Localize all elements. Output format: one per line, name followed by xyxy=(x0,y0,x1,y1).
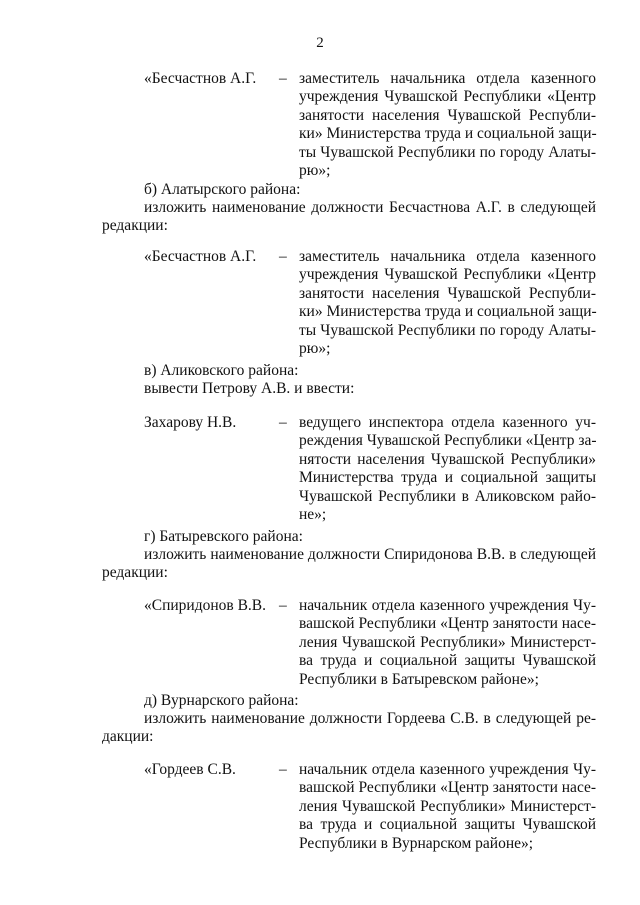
position-line: начальник отдела казенного учреждения Чу- xyxy=(299,761,596,778)
position-line: Республики в Вурнарском районе»; xyxy=(299,834,534,852)
instruction-line: изложить наименование должности Гордеева С.В. в следующей ре- xyxy=(144,710,596,727)
person-name: «Бесчастнов А.Г. xyxy=(144,70,257,87)
position-line: ки» Министерства труда и социальной защи- xyxy=(299,125,597,143)
instruction xyxy=(102,199,596,236)
position-line: начальник отдела казенного учреждения Чу- xyxy=(299,597,596,614)
position-line: вашской Республики «Центр занятости насе- xyxy=(299,615,597,633)
position-line: занятости населения Чувашской Республи- xyxy=(299,106,596,124)
position-line: заместитель начальника отдела казенного xyxy=(299,248,596,265)
position-description xyxy=(299,597,596,689)
instruction-line: дакции: xyxy=(102,728,154,746)
position-description xyxy=(299,70,596,180)
instruction-line: редакции: xyxy=(102,217,168,235)
position-description xyxy=(299,761,596,853)
dash: – xyxy=(279,761,287,778)
position-line: ты Чувашской Республики по городу Алаты- xyxy=(299,321,596,339)
page-number: 2 xyxy=(316,35,324,51)
position-line: нятости населения Чувашской Республики» xyxy=(299,450,596,468)
instruction xyxy=(102,380,596,398)
person-name: «Бесчастнов А.Г. xyxy=(144,248,257,265)
position-line: ления Чувашской Республики» Министерст- xyxy=(299,633,596,651)
instruction xyxy=(102,546,596,583)
position-description xyxy=(299,414,596,524)
position-line: учреждения Чувашской Республики «Центр xyxy=(299,266,596,284)
position-line: ления Чувашской Республики» Министерст- xyxy=(299,797,596,815)
position-line: занятости населения Чувашской Республи- xyxy=(299,284,596,302)
position-line: Министерства труда и социальной защиты xyxy=(299,469,596,487)
position-line: рю»; xyxy=(299,162,331,180)
position-line: Республики в Батыревском районе»; xyxy=(299,670,539,688)
section-heading: в) Аликовского района: xyxy=(144,362,299,379)
position-description xyxy=(299,248,596,358)
person-name: «Гордеев С.В. xyxy=(144,761,236,778)
position-line: реждения Чувашской Республики «Центр за- xyxy=(299,432,597,450)
position-line: Чувашской Республики в Аликовском райо- xyxy=(299,487,596,505)
section-heading: д) Вурнарского района: xyxy=(144,692,299,709)
position-line: ва труда и социальной защиты Чувашской xyxy=(299,816,596,834)
position-line: ва труда и социальной защиты Чувашской xyxy=(299,652,596,670)
dash: – xyxy=(279,248,287,265)
section-heading: б) Алатырского района: xyxy=(144,181,301,198)
instruction xyxy=(102,710,596,747)
person-name: «Спиридонов В.В. xyxy=(144,597,267,614)
person-name: Захарову Н.В. xyxy=(144,414,237,431)
dash: – xyxy=(279,70,287,87)
instruction-line: изложить наименование должности Бесчастнова А.Г. в следующей xyxy=(144,199,596,216)
position-line: ты Чувашской Республики по городу Алаты- xyxy=(299,143,596,161)
position-line: ки» Министерства труда и социальной защи- xyxy=(299,303,597,321)
position-line: рю»; xyxy=(299,340,331,358)
position-line: вашской Республики «Центр занятости насе- xyxy=(299,779,597,797)
instruction-line: вывести Петрову А.В. и ввести: xyxy=(144,380,355,397)
position-line: ведущего инспектора отдела казенного уч- xyxy=(299,414,596,431)
section-heading: г) Батыревского района: xyxy=(144,528,303,545)
position-line: заместитель начальника отдела казенного xyxy=(299,70,596,87)
instruction-line: редакции: xyxy=(102,564,168,582)
dash: – xyxy=(279,414,287,431)
instruction-line: изложить наименование должности Спиридонова В.В. в следующей xyxy=(144,546,596,563)
dash: – xyxy=(279,597,287,614)
position-line: учреждения Чувашской Республики «Центр xyxy=(299,88,596,106)
position-line: не»; xyxy=(299,506,327,524)
